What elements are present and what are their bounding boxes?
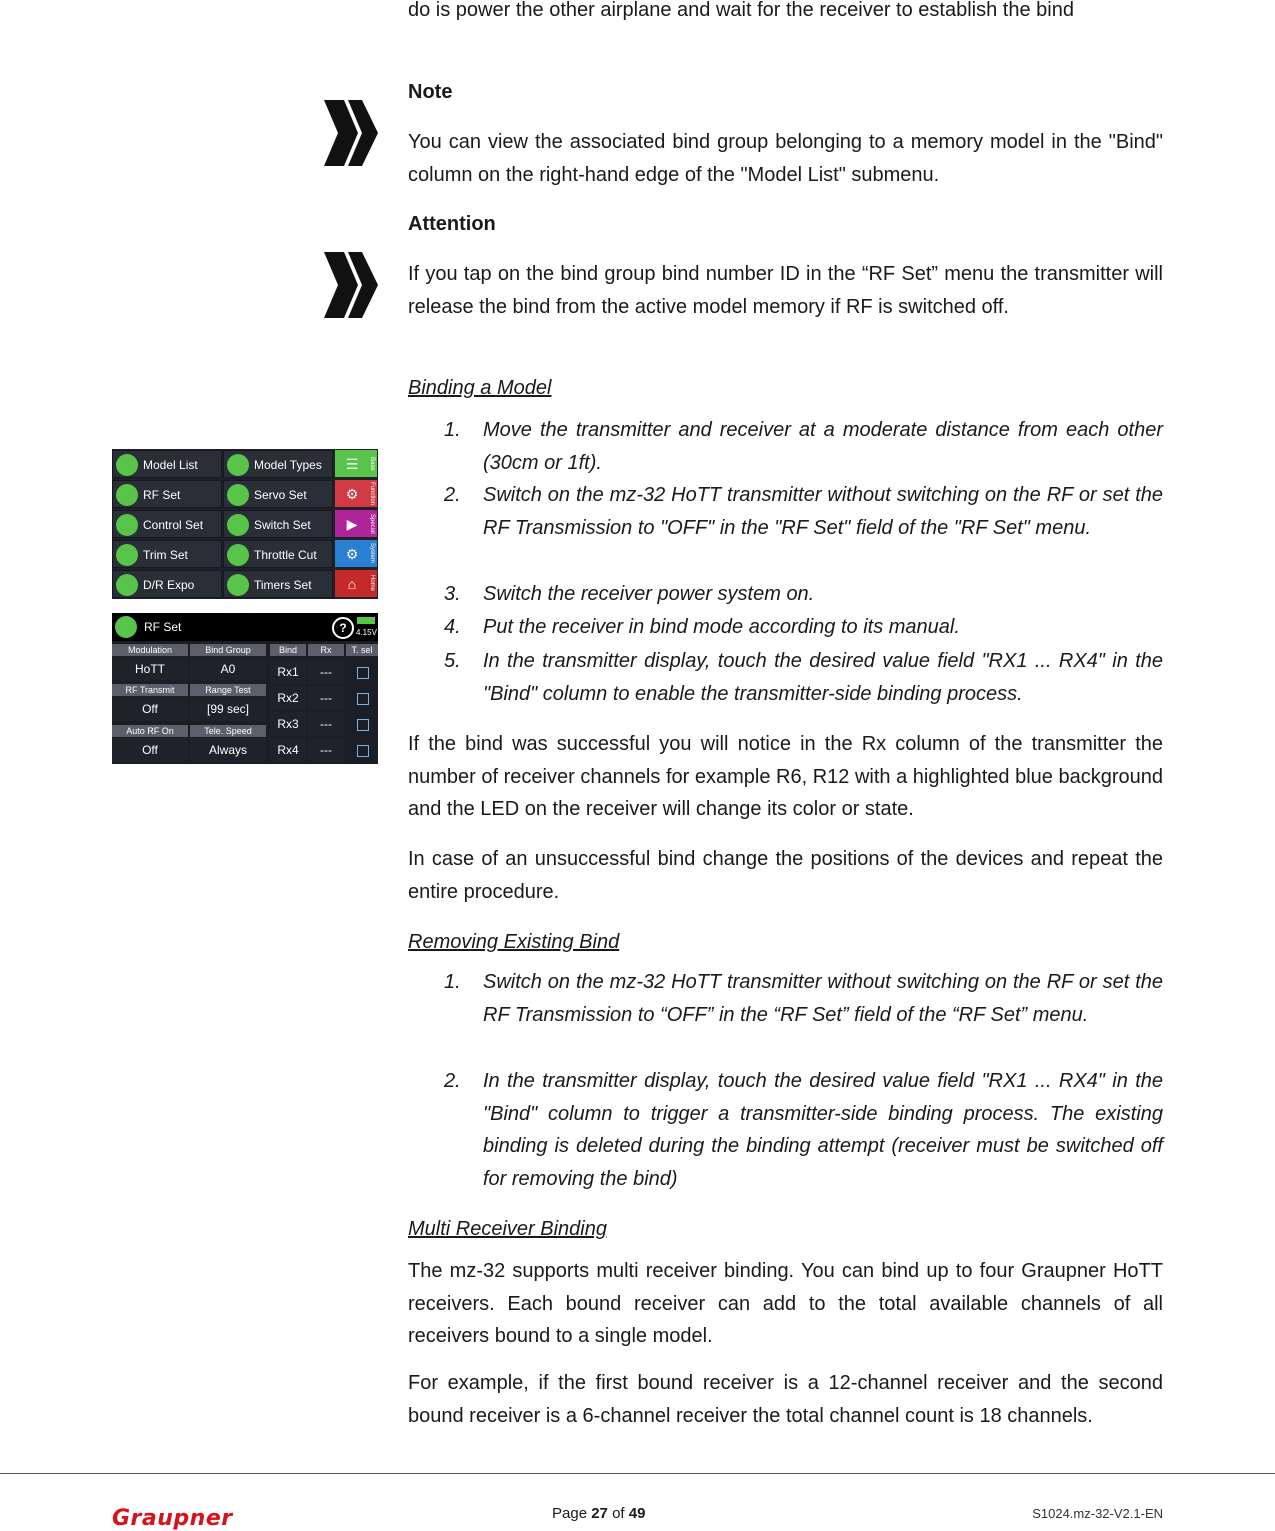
tsel-checkbox	[357, 667, 369, 679]
tile-control-set: Control Set	[112, 510, 222, 538]
side-tab-special: ▶ Special	[334, 509, 378, 538]
rf-set-title: RF Set	[144, 620, 182, 634]
tile-trim-set: Trim Set	[112, 540, 222, 568]
tile-model-list: Model List	[112, 450, 222, 478]
binding-result-text: If the bind was successful you will notice in the Rx column of the transmitter the number of receiver channels for example R6, R12 with a highlighted blue background and the LED on the receiver will change its color or state.	[408, 733, 1163, 820]
page-number: Page 27 of 49	[552, 1505, 646, 1522]
multi-text-2: For example, if the first bound receiver is a 12-channel receiver and the second bound receiver is a 6-channel receiver the total channel count is 18 channels.	[408, 1372, 1163, 1427]
servo-icon	[227, 484, 249, 506]
multi-text-1: The mz-32 supports multi receiver binding. You can bind up to four Graupner HoTT receivers. Each bound receiver can add to the total available channels of all receivers bound to a single model.	[408, 1260, 1163, 1347]
attention-chevron-icon	[322, 250, 382, 320]
list-item: 2. In the transmitter display, touch the desired value field "RX1 ... RX4" in the "Bind" column to trigger a transmitter-side binding process. The existing binding is deleted during the binding attempt (receiver must be switched off for removing the bind)	[444, 1070, 1163, 1190]
tsel-checkbox	[357, 745, 369, 757]
side-tab-system: ⚙ System	[334, 539, 378, 568]
tsel-checkbox	[357, 693, 369, 705]
intro-text: do is power the other airplane and wait for the receiver to establish the bind	[408, 0, 1074, 21]
timer-icon	[227, 574, 249, 596]
rf-set-screenshot: RF Set ? 4.15V Modulation Bind Group HoTT A0 RF Transmit Range Test Off [99 sec] Auto RF On Tele. Speed Off Always Bind Rx T. sel Rx1 --- Rx2 --- Rx3 --- Rx4 ---	[112, 613, 378, 764]
antenna-icon	[115, 616, 137, 638]
tile-servo-set: Servo Set	[223, 480, 333, 508]
tile-timers-set: Timers Set	[223, 570, 333, 598]
multi-heading: Multi Receiver Binding	[408, 1218, 607, 1240]
removing-heading: Removing Existing Bind	[408, 931, 620, 953]
attention-heading: Attention	[408, 213, 496, 235]
attention-text: If you tap on the bind group bind number ID in the “RF Set” menu the transmitter will release the bind from the active model memory if RF is switched off.	[408, 263, 1163, 318]
tsel-checkbox	[357, 719, 369, 731]
note-text: You can view the associated bind group belonging to a memory model in the "Bind" column on the right-hand edge of the "Model List" submenu.	[408, 131, 1163, 186]
megaphone-icon: ▶	[346, 516, 358, 532]
sliders-icon	[116, 514, 138, 536]
list-item: 4. Put the receiver in bind mode according to its manual.	[444, 616, 960, 638]
gear-icon	[227, 454, 249, 476]
tile-rf-set: RF Set	[112, 480, 222, 508]
tile-throttle-cut: Throttle Cut	[223, 540, 333, 568]
note-heading: Note	[408, 81, 453, 103]
menu-screenshot	[112, 449, 378, 599]
antenna-icon	[116, 484, 138, 506]
binding-heading: Binding a Model	[408, 377, 552, 399]
document-id: S1024.mz-32-V2.1-EN	[1032, 1506, 1163, 1521]
side-tab-base: ☰ Base	[334, 449, 378, 478]
note-chevron-icon	[322, 98, 382, 168]
home-icon: ⌂	[347, 576, 357, 592]
list-item: 3. Switch the receiver power system on.	[444, 583, 815, 605]
base-icon: ☰	[345, 456, 359, 472]
help-icon: ?	[332, 617, 354, 639]
list-item: 2. Switch on the mz-32 HoTT transmitter without switching on the RF or set the RF Transmission to "OFF" in the "RF Set" field of the "RF Set" menu.	[444, 484, 1163, 539]
tile-model-types: Model Types	[223, 450, 333, 478]
list-item: 1. Move the transmitter and receiver at a moderate distance from each other (30cm or 1ft).	[444, 419, 1163, 474]
battery-icon	[357, 617, 375, 624]
system-icon: ⚙	[345, 546, 359, 562]
rf-set-header	[112, 613, 378, 641]
function-icon: ⚙	[345, 486, 359, 502]
trim-icon	[116, 544, 138, 566]
side-tab-home: ⌂ Home	[334, 569, 378, 598]
tile-dr-expo: D/R Expo	[112, 570, 222, 598]
menu-icon	[116, 454, 138, 476]
curve-icon	[116, 574, 138, 596]
brand-logo: Graupner	[112, 1506, 233, 1531]
binding-retry-text: In case of an unsuccessful bind change the positions of the devices and repeat the entire procedure.	[408, 848, 1163, 903]
tile-switch-set: Switch Set	[223, 510, 333, 538]
list-item: 1. Switch on the mz-32 HoTT transmitter without switching on the RF or set the RF Transmission to “OFF” in the “RF Set” field of the “RF Set” menu.	[444, 971, 1163, 1026]
side-tab-function: ⚙ Function	[334, 479, 378, 508]
voltage-readout: 4.15V	[356, 628, 377, 637]
footer-divider	[0, 1473, 1275, 1474]
switch-icon	[227, 514, 249, 536]
list-item: 5. In the transmitter display, touch the desired value field "RX1 ... RX4" in the "Bind" column to enable the transmitter-side binding process.	[444, 650, 1163, 705]
throttle-icon	[227, 544, 249, 566]
